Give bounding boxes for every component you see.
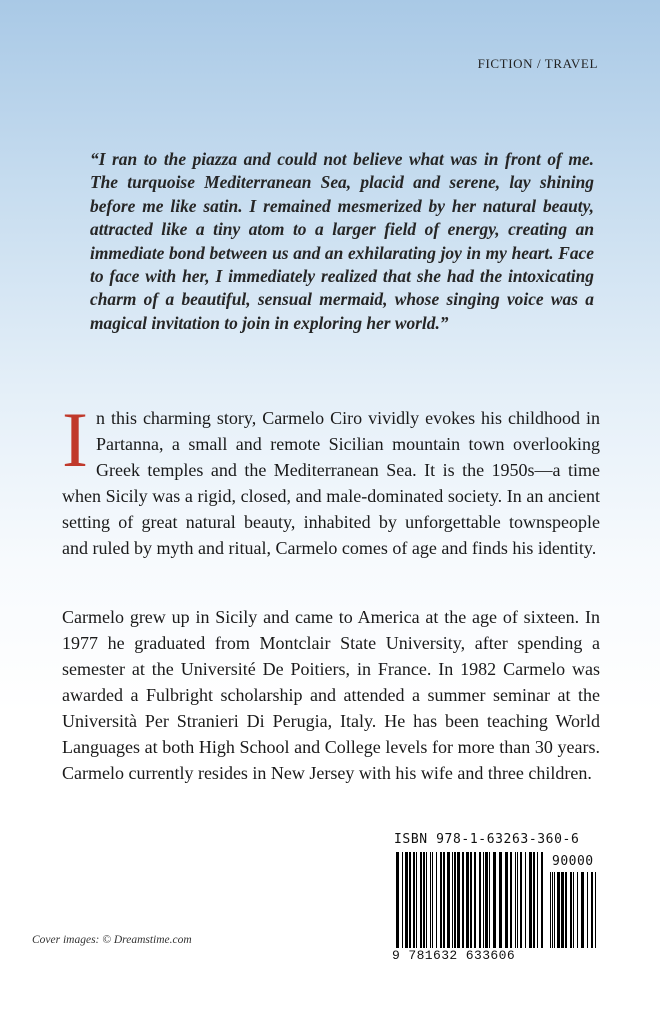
barcode-bar (454, 852, 456, 948)
barcode-bar (413, 852, 415, 948)
author-bio: Carmelo grew up in Sicily and came to America at the age of sixteen. In 1977 he graduated from Montclair State University, after spending a semester at the Université De Poitiers, in France. In 1982 Carmelo was awarded a Fulbright scholarship and attended a summer seminar at the Università Per Stranieri Di Perugia, Italy. He has been teaching World Languages at both High School and College levels for more than 30 years. Carmelo currently resides in New Jersey with his wife and three children. (62, 607, 600, 783)
drop-cap: I (62, 396, 88, 483)
barcode-bar (552, 872, 553, 948)
barcode-bar (533, 852, 535, 948)
barcode-bar (537, 852, 538, 948)
barcode-bar (595, 872, 596, 948)
barcode-bar (432, 852, 433, 948)
excerpt-quote: “I ran to the piazza and could not believe what was in front of me. The turquoise Mediterranean Sea, placid and serene, lay shining before me like satin. I remained mesmerized by her natural beauty, attracted like a tiny atom to a larger field of energy, creating an immediate bond between us and an exhilarating joy in my heart. Face to face with her, I immediately realized that she had the intoxicating charm of a beautiful, sensual mermaid, whose singing voice was a magical invitation to join in exploring her world.” (90, 149, 594, 333)
barcode-bar (561, 872, 564, 948)
barcode-bar (489, 852, 490, 948)
barcode-bar (529, 852, 532, 948)
barcode-bar (462, 852, 464, 948)
barcode-bar (520, 852, 522, 948)
barcode-bar (440, 852, 442, 948)
barcode-bar (466, 852, 469, 948)
barcode-bar (525, 852, 526, 948)
barcode-bar (510, 852, 512, 948)
barcode-bar (416, 852, 417, 948)
barcode-bar (565, 872, 567, 948)
barcode-bar (443, 852, 445, 948)
addon-barcode-bars (550, 872, 602, 948)
barcode-bar (581, 872, 584, 948)
barcode-bar (505, 852, 508, 948)
barcode-bar (430, 852, 431, 948)
barcode-bar (557, 872, 560, 948)
barcode-bar (420, 852, 422, 948)
cover-credit: Cover images: © Dreamstime.com (32, 934, 192, 946)
barcode-bar (493, 852, 496, 948)
barcode-bar (402, 852, 403, 948)
barcode-bar (470, 852, 472, 948)
barcode-bar (550, 872, 551, 948)
barcode-bar (447, 852, 450, 948)
barcode-bar (485, 852, 488, 948)
barcode-bar (483, 852, 484, 948)
isbn-barcode (388, 830, 608, 970)
barcode-bar (405, 852, 408, 948)
main-barcode-bars (396, 852, 546, 948)
barcode-bar (409, 852, 411, 948)
barcode-bar (426, 852, 427, 948)
barcode-bar (587, 872, 588, 948)
barcode-bar (457, 852, 460, 948)
barcode-bar (570, 872, 572, 948)
barcode-digits: 9 781632 633606 (392, 948, 516, 963)
description-text: n this charming story, Carmelo Ciro vividly evokes his childhood in Partanna, a small and remote Sicilian mountain town overlooking Greek temples and the Mediterranean Sea. It is the 1950s—a time when Sicily was a rigid, closed, and male-dominated society. In an ancient setting of great natural beauty, inhabited by unforgettable townspeople and ruled by myth and ritual, Carmelo comes of age and finds his identity. (62, 408, 600, 558)
isbn-number: ISBN 978-1-63263-360-6 (394, 832, 580, 847)
barcode-bar (436, 852, 437, 948)
barcode-bar (591, 872, 593, 948)
barcode-bar (396, 852, 399, 948)
barcode-bar (573, 872, 574, 948)
barcode-bar (515, 852, 516, 948)
barcode-bar (452, 852, 453, 948)
price-code: 90000 (552, 854, 594, 869)
barcode-bar (554, 872, 555, 948)
barcode-bar (499, 852, 502, 948)
barcode-bar (474, 852, 476, 948)
book-description (62, 396, 600, 561)
barcode-bar (577, 872, 578, 948)
barcode-bar (541, 852, 543, 948)
barcode-bar (479, 852, 481, 948)
barcode-bar (517, 852, 518, 948)
category-label: FICTION / TRAVEL (477, 56, 598, 71)
barcode-bar (423, 852, 425, 948)
